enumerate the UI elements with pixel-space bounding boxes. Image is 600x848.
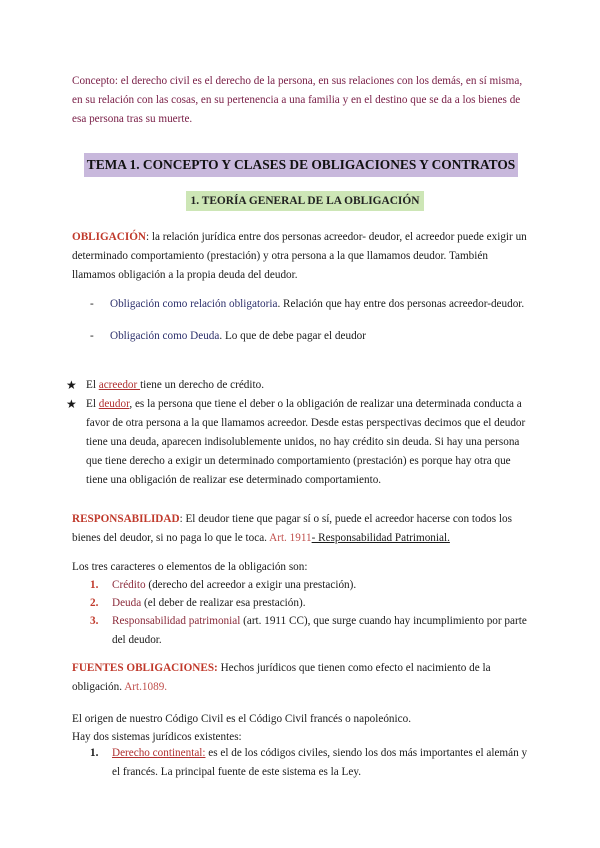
dash-text: . Lo que de debe pagar el deudor [219, 330, 366, 342]
concepto-paragraph: Concepto: el derecho civil es el derecho de la persona, en sus relaciones con los demás, en sí misma, en su relación con las cosas, en su pertenencia a una familia y en el destino que se da a los bienes de esa persona tras su muerte. [72, 75, 523, 125]
star-term: deudor [98, 398, 130, 410]
star-bullet-icon: ★ [66, 397, 77, 411]
dash-term: Obligación como Deuda [110, 330, 220, 342]
dash-item [92, 295, 532, 314]
numbered-item [90, 594, 532, 613]
item-number: 3. [90, 615, 99, 627]
star-item [66, 395, 526, 490]
fuentes-text: Hechos jurídicos que tienen como efecto el nacimiento de la obligación. [72, 662, 491, 693]
tema-heading: TEMA 1. CONCEPTO Y CLASES DE OBLIGACIONES Y CONTRATOS [84, 153, 518, 177]
article-ref: Art. 1911 [269, 532, 312, 544]
star-pre: El [86, 379, 99, 391]
item-term: Derecho continental: [112, 747, 206, 759]
obligacion-paragraph [72, 228, 530, 285]
numbered-item [90, 612, 532, 650]
item-number: 1. [90, 579, 99, 591]
dash-text: . Relación que hay entre dos personas acreedor-deudor. [277, 298, 525, 310]
obligacion-term: OBLIGACIÓN [72, 231, 146, 243]
numbered-item [90, 744, 532, 782]
responsabilidad-paragraph [72, 510, 530, 548]
dash-marker: - [90, 298, 94, 310]
item-text: (art. 1911 CC), que surge cuando hay incumplimiento por parte del deudor. [112, 615, 527, 646]
dash-item [92, 327, 532, 346]
item-text: (derecho del acreedor a exigir una prestación). [145, 579, 357, 591]
obligacion-text: : la relación jurídica entre dos personas acreedor- deudor, el acreedor puede exigir un determinado comportamiento (prestación) y otra persona a la que llamamos deudor. También llamamos obligación a la propia deuda del deudor. [72, 231, 527, 281]
article-ref: Art.1089. [124, 681, 168, 693]
responsabilidad-text: : El deudor tiene que pagar sí o sí, puede el acreedor hacerse con todos los bienes del deudor, si no paga lo que le toca. [72, 513, 512, 544]
responsabilidad-term: RESPONSABILIDAD [72, 513, 180, 525]
star-bullet-icon: ★ [66, 378, 77, 392]
dash-marker: - [90, 330, 94, 342]
fuentes-term: FUENTES OBLIGACIONES: [72, 662, 218, 674]
origen-line: El origen de nuestro Código Civil es el Código Civil francés o napoleónico. [72, 713, 411, 725]
item-text: es el de los códigos civiles, siendo los dos más importantes el alemán y el francés. La principal fuente de este sistema es la Ley. [112, 747, 528, 778]
origen-line: Hay dos sistemas jurídicos existentes: [72, 731, 242, 743]
star-text: , es la persona que tiene el deber o la obligación de realizar una determinada conducta a favor de otra persona a la que llamamos acreedor. Desde estas perspectivas decimos que el deudor tiene una deuda, aparecen indisolublemente unidos, no hay crédito sin deuda. Si hay una persona que tiene derecho a exigir un determinado comportamiento (prestación) es porque hay otra que tiene una obligación de realizar ese determinado comportamiento. [86, 398, 526, 486]
item-number: 2. [90, 597, 99, 609]
numbered-item [90, 576, 532, 595]
item-term: Deuda [112, 597, 142, 609]
item-number: 1. [90, 747, 99, 759]
star-term: acreedor [98, 379, 141, 391]
star-item [66, 376, 526, 395]
item-term: Responsabilidad patrimonial [112, 615, 241, 627]
item-text: (el deber de realizar esa prestación). [141, 597, 306, 609]
elementos-intro: Los tres caracteres o elementos de la obligación son: [72, 561, 308, 573]
star-text: tiene un derecho de crédito. [140, 379, 264, 391]
dash-term: Obligación como relación obligatoria [110, 298, 278, 310]
responsabilidad-link: - Responsabilidad Patrimonial. [311, 532, 450, 544]
star-pre: El [86, 398, 99, 410]
fuentes-paragraph [72, 659, 530, 697]
item-term: Crédito [112, 579, 146, 591]
section-heading: 1. TEORÍA GENERAL DE LA OBLIGACIÓN [186, 191, 424, 211]
